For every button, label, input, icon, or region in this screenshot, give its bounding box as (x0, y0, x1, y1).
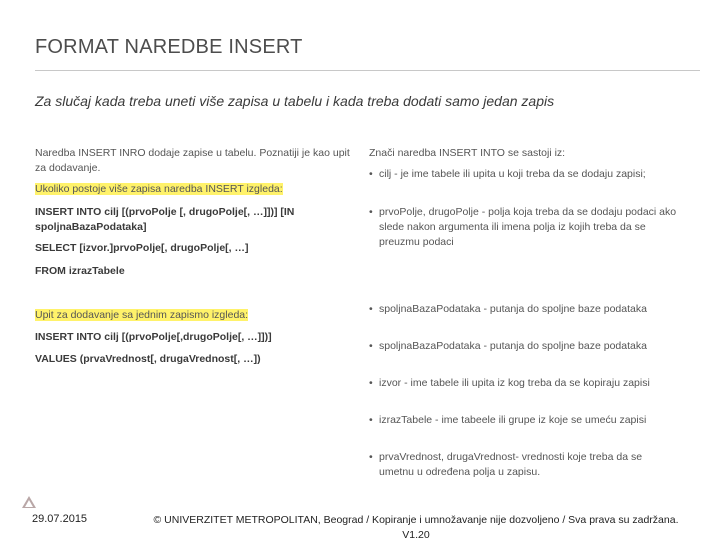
multi-insert-line: INSERT INTO cilj [(prvoPolje [, drugoPolje[, …]])] [IN spoljnaBazaPodataka] (35, 206, 295, 233)
list-item: • cilj - je ime tabele ili upita u koji treba da se dodaju zapisi; (369, 167, 689, 182)
components-heading: Znači naredba INSERT INTO se sastoji iz: (369, 147, 566, 159)
list-item: • prvoPolje, drugoPolje - polja koja treba da se dodaju podaci ako slede nakon argumenta ili imena polja iz kojih treba da se preuzmu podaci (369, 205, 689, 250)
intro-text: Naredba INSERT INRO dodaje zapise u tabelu. Poznatiji je kao upit za dodavanje. (35, 147, 350, 174)
multi-record-heading: Ukoliko postoje više zapisa naredba INSERT izgleda: (35, 183, 283, 195)
footer-date: 29.07.2015 (32, 513, 88, 525)
list-item: • prvaVrednost, drugaVrednost- vrednosti koje treba da se umetnu u određena polja u zapisu. (369, 450, 679, 480)
list-item: • spoljnaBazaPodataka - putanja do spoljne baze podataka (369, 339, 689, 354)
slide-subtitle: Za slučaj kada treba uneti više zapisa u tabelu i kada treba dodati samo jedan zapis (35, 93, 555, 109)
slide-title: FORMAT NAREDBE INSERT (35, 36, 303, 58)
version-text: V1.20 (402, 529, 430, 541)
list-item: • spoljnaBazaPodataka - putanja do spoljne baze podataka (369, 302, 689, 317)
list-item: • izrazTabele - ime tabeele ili grupe iz koje se umeću zapisi (369, 413, 689, 428)
list-item: • izvor - ime tabele ili upita iz kog treba da se kopiraju zapisi (369, 376, 689, 391)
footer-copyright (136, 513, 696, 543)
multi-from-line: FROM izrazTabele (35, 265, 125, 277)
right-column (369, 146, 689, 478)
copyright-text: © UNIVERZITET METROPOLITAN, Beograd / Kopiranje i umnožavanje nije dozvoljeno / Sva prava su zadržana. (153, 514, 679, 526)
components-list (369, 146, 689, 478)
single-values-line: VALUES (prvaVrednost[, drugaVrednost[, …]) (35, 353, 261, 365)
single-insert-line: INSERT INTO cilj [(prvoPolje[,drugoPolje[, …]])] (35, 331, 272, 343)
title-divider (35, 70, 700, 71)
single-record-heading: Upit za dodavanje sa jednim zapismo izgleda: (35, 309, 249, 321)
logo-icon (22, 496, 36, 508)
multi-select-line: SELECT [izvor.]prvoPolje[, drugoPolje[, …] (35, 242, 249, 254)
